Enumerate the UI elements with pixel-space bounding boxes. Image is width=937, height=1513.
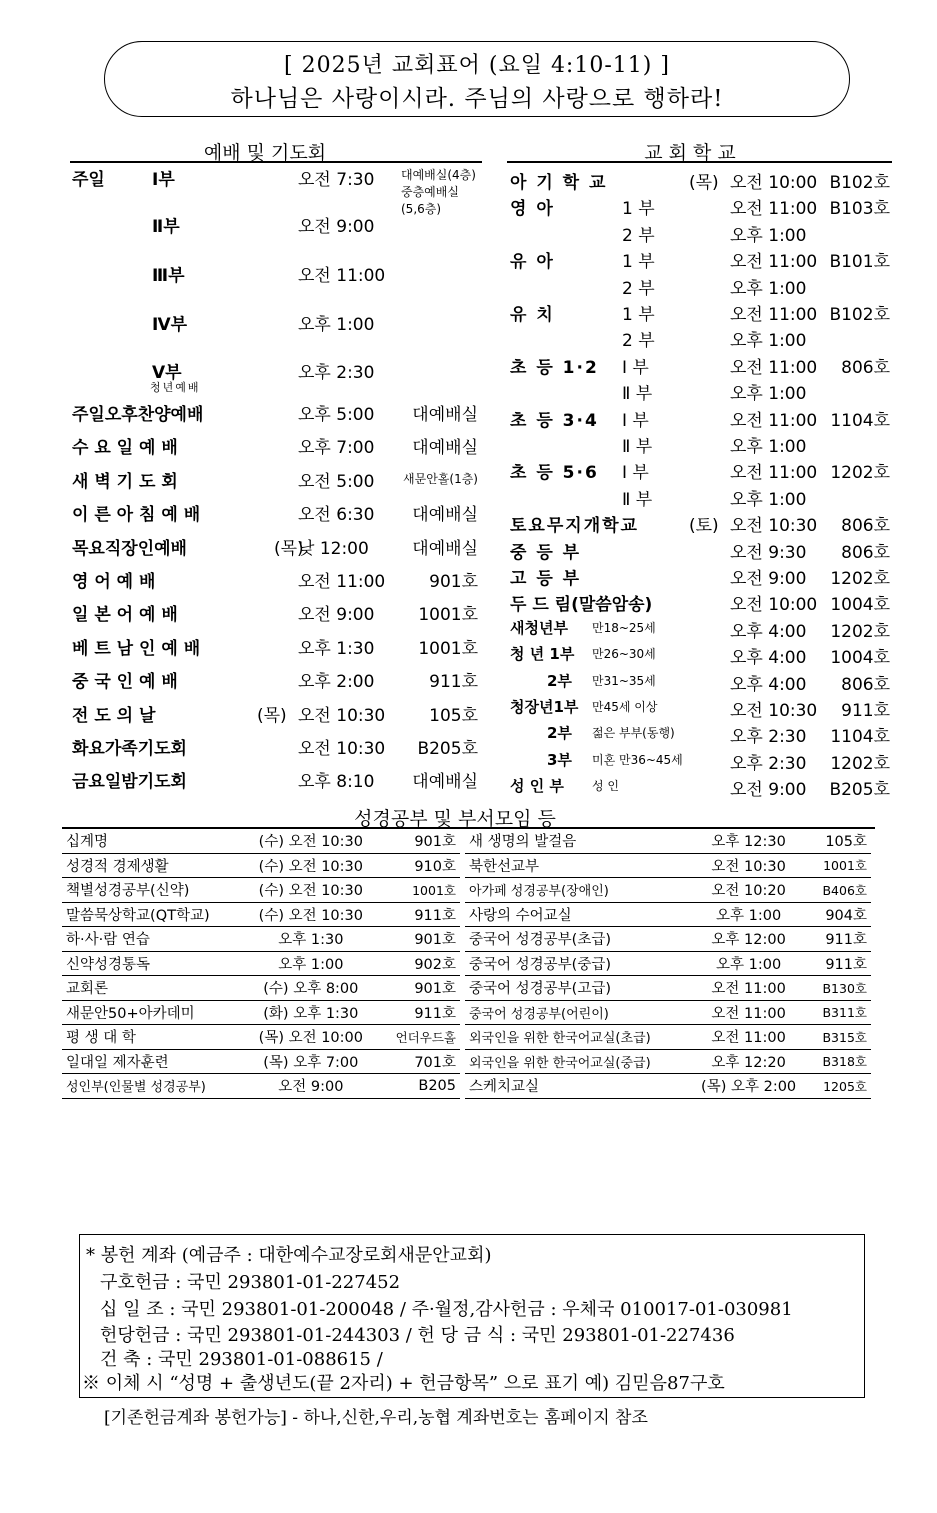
study-row [465,976,871,1001]
school-dept: 유 아 [510,252,555,273]
service-day: (목) [257,705,287,726]
study-name: 아가페 성경공부(장애인) [465,878,688,903]
school-room: 911호 [841,701,890,721]
study-name: 스케치교실 [465,1074,688,1099]
school-time: 오전 11:00 [730,357,818,378]
school-time: 오전 11:00 [730,305,818,325]
sunday-service-time: 오전 9:00 [298,217,375,237]
study-time: 오후 12:20 [688,1049,809,1074]
study-time: 오전 11:00 [688,1025,809,1050]
study-time: 오전 10:20 [688,878,809,903]
study-room: B406호 [809,878,871,903]
study-time: 오전 10:30 [688,853,809,878]
service-time: 오전 11:00 [298,572,386,592]
school-part: Ⅱ 부 [622,489,653,510]
sunday-service-name: Ⅱ부 [152,217,180,237]
service-place: 1001호 [418,638,478,659]
service-place: 911호 [429,672,478,693]
school-room: 1004호 [830,595,890,616]
study-row [465,1049,871,1074]
study-room: B315호 [809,1025,871,1050]
motto-line-2: 하나님은 사랑이시라. 주님의 사랑으로 행하라! [230,86,724,112]
study-row [62,902,460,927]
school-time: 오전 11:00 [730,199,818,220]
study-row [465,951,871,976]
study-name: 평 생 대 학 [62,1025,244,1050]
giving-line-3: 십 일 조 : 국민 293801-01-200048 / 주·월정,감사헌금 : 우체국 010017-01-030981 [100,1299,793,1320]
service-place: 1001호 [418,605,478,626]
school-dept: 고 등 부 [510,569,582,589]
service-time: 오후 7:00 [298,438,375,459]
school-day: (토) [689,516,719,537]
school-time: 오전 10:00 [730,595,818,616]
study-time: 오전 11:00 [688,976,809,1001]
school-room: 1004호 [830,648,890,669]
worship-rule [70,161,482,163]
service-name: 이 른 아 침 예 배 [72,505,201,526]
school-time: 오후 1:00 [730,489,807,510]
service-name: 목요직장인예배 [72,538,187,559]
school-time: 오후 4:00 [730,621,807,642]
sunday-service-name: Ⅴ부 [152,363,182,383]
study-room: 904호 [809,902,871,927]
sunday-service-time: 오후 1:00 [298,315,375,335]
school-time: 오전 10:00 [730,173,818,193]
worship-title: 예배 및 기도회 [203,142,327,164]
study-row [465,829,871,853]
study-room: 1001호 [378,878,460,903]
study-time: (목) 오후 2:00 [688,1074,809,1099]
sunday-place-1: 대예배실(4층) [401,168,476,182]
study-room: 911호 [378,1000,460,1025]
giving-footer: [기존헌금계좌 봉헌가능] - 하나,신한,우리,농협 계좌번호는 홈페이지 참조 [104,1408,648,1428]
service-place: 대예배실 [412,438,478,459]
study-room: 105호 [809,829,871,853]
service-name: 화요가족기도회 [72,739,187,759]
study-row [62,951,460,976]
giving-box [79,1234,865,1398]
school-dept: 초 등 1·2 [510,357,599,378]
school-dept: 청장년1부 [510,698,579,716]
study-name: 사랑의 수어교실 [465,902,688,927]
service-name: 금요일밤기도회 [72,772,187,793]
school-dept: 토요무지개학교 [510,516,639,537]
school-dept: 영 아 [510,199,555,220]
study-time: 오후 1:30 [244,927,379,952]
school-room: B103호 [829,199,890,220]
study-row [465,1074,871,1099]
school-note: 성 인 [592,779,619,794]
school-part: Ⅱ 부 [622,384,653,405]
sunday-place-2: 중층예배실 [401,185,459,199]
study-title: 성경공부 및 부서모임 등 [354,808,556,830]
service-name: 영 어 예 배 [72,572,156,592]
study-name: 교회론 [62,976,244,1001]
study-room: 911호 [809,927,871,952]
study-name: 일대일 제자훈련 [62,1049,244,1074]
study-row [62,1074,460,1099]
study-room: 902호 [378,951,460,976]
service-name: 베 트 남 인 예 배 [72,638,201,659]
study-time: (수) 오전 10:30 [244,902,379,927]
school-dept: 초 등 5·6 [510,463,599,484]
study-right-table [465,829,871,1099]
school-time: 오전 9:00 [730,569,807,589]
study-row [465,927,871,952]
school-note: 미혼 만36~45세 [592,752,683,767]
sunday-place-3: (5,6층) [401,202,442,216]
service-time: 오후 2:00 [298,672,375,693]
service-time: 오전 10:30 [298,705,386,726]
school-note: 만31~35세 [592,673,656,688]
school-part: 2 부 [622,225,655,246]
school-time: 오후 1:00 [730,437,807,457]
school-part: 2 부 [622,331,655,352]
study-room: 901호 [378,976,460,1001]
study-name: 십계명 [62,829,244,853]
motto-line-1: [ 2025년 교회표어 (요일 4:10-11) ] [284,53,670,78]
study-time: (수) 오전 10:30 [244,878,379,903]
study-room: 언더우드홀 [378,1025,460,1050]
study-time: 오전 11:00 [688,1000,809,1025]
school-part: 1 부 [622,305,655,325]
school-dept: 아 기 학 교 [510,173,608,193]
study-left-table [62,829,460,1099]
study-name: 하·사·람 연습 [62,927,244,952]
study-time: (목) 오후 7:00 [244,1049,379,1074]
study-room: 911호 [378,902,460,927]
study-time: 오후 12:30 [688,829,809,853]
study-row [62,927,460,952]
service-name: 일 본 어 예 배 [72,605,178,626]
study-time: 오후 12:00 [688,927,809,952]
study-room: B311호 [809,1000,871,1025]
service-place: 105호 [429,705,478,726]
study-room: 910호 [378,853,460,878]
service-place: 대예배실 [412,538,478,559]
study-time: 오후 1:00 [244,951,379,976]
school-time: 오후 1:00 [730,331,807,352]
study-name: 중국어 성경공부(초급) [465,927,688,952]
school-time: 오후 1:00 [730,225,807,246]
study-name: 새 생명의 발걸음 [465,829,688,853]
school-time: 오전 11:00 [730,410,818,431]
school-time: 오후 1:00 [730,278,807,299]
school-part: 1 부 [622,252,655,273]
giving-line-4: 헌당헌금 : 국민 293801-01-244303 / 헌 당 금 식 : 국민 293801-01-227436 [100,1325,735,1346]
school-dept: 유 치 [510,305,555,325]
study-row [62,853,460,878]
school-dept: 2부 [547,724,572,743]
service-place: 대예배실 [412,405,478,425]
service-time: 오전 9:00 [298,605,375,626]
school-rule [507,161,892,163]
service-place: 대예배실 [412,505,478,526]
study-room: B318호 [809,1049,871,1074]
school-time: 오후 4:00 [730,648,807,669]
study-time: (목) 오전 10:00 [244,1025,379,1050]
school-part: Ⅰ 부 [622,463,649,484]
study-name: 신약성경통독 [62,951,244,976]
service-place: 901호 [429,572,478,592]
school-dept: 청 년 1부 [510,645,575,664]
sunday-label: 주일 [72,170,105,190]
service-time: 오후 8:10 [298,772,375,793]
school-time: 오후 2:30 [730,753,807,774]
study-row [465,853,871,878]
study-row [62,1049,460,1074]
study-room: 1205호 [809,1074,871,1099]
school-room: B102호 [829,305,890,325]
study-room: B130호 [809,976,871,1001]
service-name: 주일오후찬양예배 [72,405,204,425]
study-name: 외국인을 위한 한국어교실(초급) [465,1025,688,1050]
school-part: 2 부 [622,278,655,299]
school-note: 만26~30세 [592,647,656,662]
study-row [62,829,460,853]
motto-box [104,41,850,117]
school-day: (목) [689,173,719,193]
study-time: (수) 오전 10:30 [244,853,379,878]
sunday-service-name: Ⅳ부 [152,315,188,335]
school-dept: 두 드 림(말씀암송) [510,595,653,616]
study-room: 901호 [378,829,460,853]
service-place: 새문안홀(1층) [403,471,478,486]
service-time: 오전 10:30 [298,739,386,759]
school-dept: 3부 [547,750,572,769]
school-dept: 새청년부 [510,618,568,637]
school-note: 만45세 이상 [592,700,658,714]
service-place: B205호 [417,739,478,759]
study-room: B205 [378,1074,460,1099]
school-room: 1202호 [830,463,890,484]
study-row [465,902,871,927]
study-name: 외국인을 위한 한국어교실(중급) [465,1049,688,1074]
school-room: 806호 [841,516,890,537]
sunday-service-time: 오후 2:30 [298,363,375,383]
study-row [465,878,871,903]
school-room: B101호 [829,252,890,273]
study-room: 701호 [378,1049,460,1074]
school-room: 1202호 [830,753,890,774]
study-time: 오전 9:00 [244,1074,379,1099]
sunday-service-time: 오전 7:30 [298,170,375,190]
service-place: 대예배실 [412,772,478,793]
school-time: 오전 9:00 [730,780,807,801]
study-name: 북한선교부 [465,853,688,878]
study-row [62,1000,460,1025]
school-title: 교 회 학 교 [644,142,736,164]
giving-line-5: 건 축 : 국민 293801-01-088615 / [100,1349,383,1370]
school-time: 오전 10:30 [730,701,818,721]
school-time: 오전 9:30 [730,542,807,563]
study-row [465,1000,871,1025]
study-name: 성경적 경제생활 [62,853,244,878]
sunday-service-time: 오전 11:00 [298,266,386,286]
service-name: 새 벽 기 도 회 [72,471,178,492]
study-name: 말씀묵상학교(QT학교) [62,902,244,927]
school-part: Ⅱ 부 [622,437,653,457]
study-row [62,976,460,1001]
study-time: (수) 오후 8:00 [244,976,379,1001]
study-room: 1001호 [809,853,871,878]
giving-line-6: ※ 이체 시 “성명 + 출생년도(끝 2자리) + 헌금항목” 으로 표기 예) 김믿음87구호 [82,1373,725,1394]
school-part: Ⅰ 부 [622,357,649,378]
school-dept: 중 등 부 [510,542,582,563]
study-name: 중국어 성경공부(중급) [465,951,688,976]
school-room: 806호 [841,674,890,695]
service-name: 수 요 일 예 배 [72,438,178,459]
school-time: 오후 1:00 [730,384,807,405]
school-room: 1104호 [830,727,890,748]
study-name: 새문안50+아카데미 [62,1000,244,1025]
school-note: 만18~25세 [592,620,656,635]
study-time: (수) 오전 10:30 [244,829,379,853]
school-room: 806호 [841,542,890,563]
study-row [62,878,460,903]
school-room: 1202호 [830,621,890,642]
sunday-service-name: Ⅲ부 [152,266,185,286]
study-time: 오후 1:00 [688,902,809,927]
school-time: 오후 2:30 [730,727,807,748]
service-day: (목) [274,538,304,559]
school-room: 1104호 [830,410,890,431]
school-dept: 초 등 3·4 [510,410,599,431]
study-time: 오후 1:00 [688,951,809,976]
school-room: B205호 [829,780,890,801]
school-dept: 2부 [547,671,572,690]
sunday-service-name: Ⅰ부 [152,170,175,190]
service-time: 오전 5:00 [298,471,375,492]
study-name: 책별성경공부(신약) [62,878,244,903]
study-name: 중국어 성경공부(고급) [465,976,688,1001]
study-time: (화) 오후 1:30 [244,1000,379,1025]
service-time: 오전 6:30 [298,505,375,526]
giving-line-2: 구호헌금 : 국민 293801-01-227452 [100,1272,401,1293]
service-name: 전 도 의 날 [72,705,156,726]
school-time: 오후 4:00 [730,674,807,695]
school-part: Ⅰ 부 [622,410,649,431]
school-room: 1202호 [830,569,890,589]
study-row [62,1025,460,1050]
study-room: 911호 [809,951,871,976]
school-room: B102호 [829,173,890,193]
school-room: 806호 [841,357,890,378]
study-name: 성인부(인물별 성경공부) [62,1074,244,1099]
school-note: 젊은 부부(동행) [592,726,675,741]
school-dept: 성 인 부 [510,777,564,796]
service-time: 오후 1:30 [298,638,375,659]
school-time: 오전 10:30 [730,516,818,537]
school-part: 1 부 [622,199,655,220]
school-time: 오전 11:00 [730,463,818,484]
study-row [465,1025,871,1050]
giving-line-1: * 봉헌 계좌 (예금주 : 대한예수교장로회새문안교회) [86,1245,492,1266]
school-time: 오전 11:00 [730,252,818,273]
service-time: 낮 12:00 [298,538,369,559]
study-name: 중국어 성경공부(어린이) [465,1000,688,1025]
service-time: 오후 5:00 [298,405,375,425]
sunday-service-note: 청년예배 [150,381,201,394]
service-name: 중 국 인 예 배 [72,672,178,693]
study-room: 901호 [378,927,460,952]
